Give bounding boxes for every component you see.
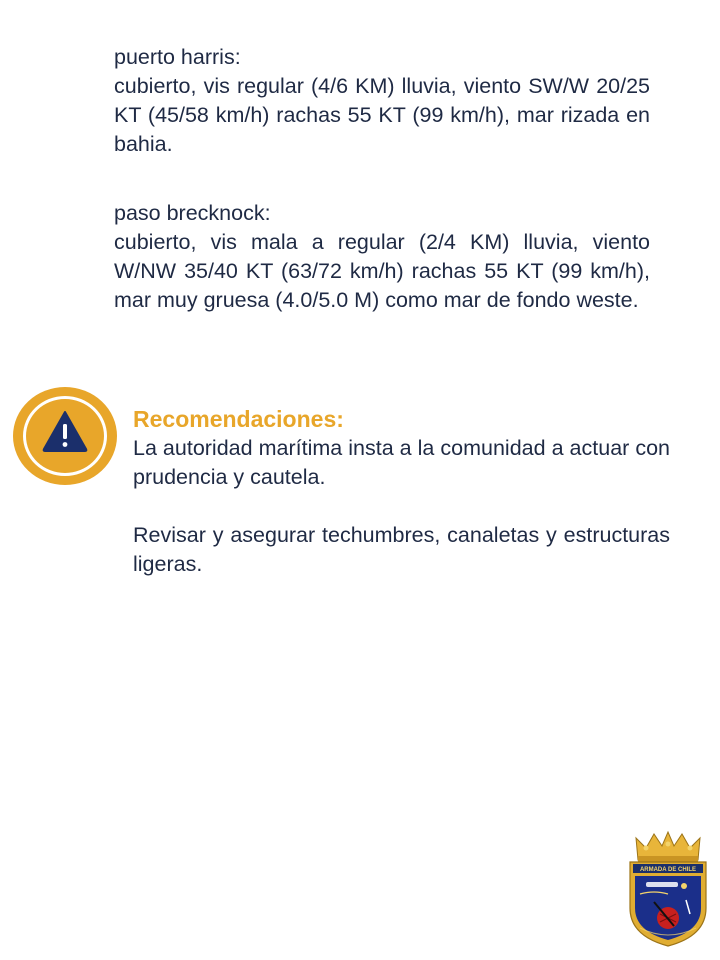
recommendation-item: Revisar y asegurar techumbres, canaletas y estructuras ligeras. (133, 523, 670, 576)
crest-banner-text: ARMADA DE CHILE (639, 867, 697, 873)
warning-triangle-icon (41, 409, 89, 453)
crest-crown (636, 832, 700, 862)
recommendations-title: Recomendaciones: (133, 406, 344, 432)
recommendations (133, 404, 670, 579)
forecast-text: cubierto, vis mala a regular (2/4 KM) lluvia, viento W/NW 35/40 KT (63/72 km/h) rachas 55 KT (99 km/h), mar muy gruesa (4.0/5.0 M) como mar de fondo weste. (114, 230, 650, 312)
forecast-puerto-harris (114, 43, 650, 159)
armada-de-chile-crest (624, 830, 712, 948)
forecast-place: puerto harris: (114, 45, 241, 69)
forecast-paso-brecknock (114, 199, 650, 315)
forecast-text: cubierto, vis regular (4/6 KM) lluvia, viento SW/W 20/25 KT (45/58 km/h) rachas 55 KT (99 km/h), mar rizada en bahia. (114, 74, 650, 156)
forecast-place: paso brecknock: (114, 201, 271, 225)
recommendation-item: La autoridad marítima insta a la comunidad a actuar con prudencia y cautela. (133, 436, 670, 489)
warning-badge (13, 387, 117, 485)
